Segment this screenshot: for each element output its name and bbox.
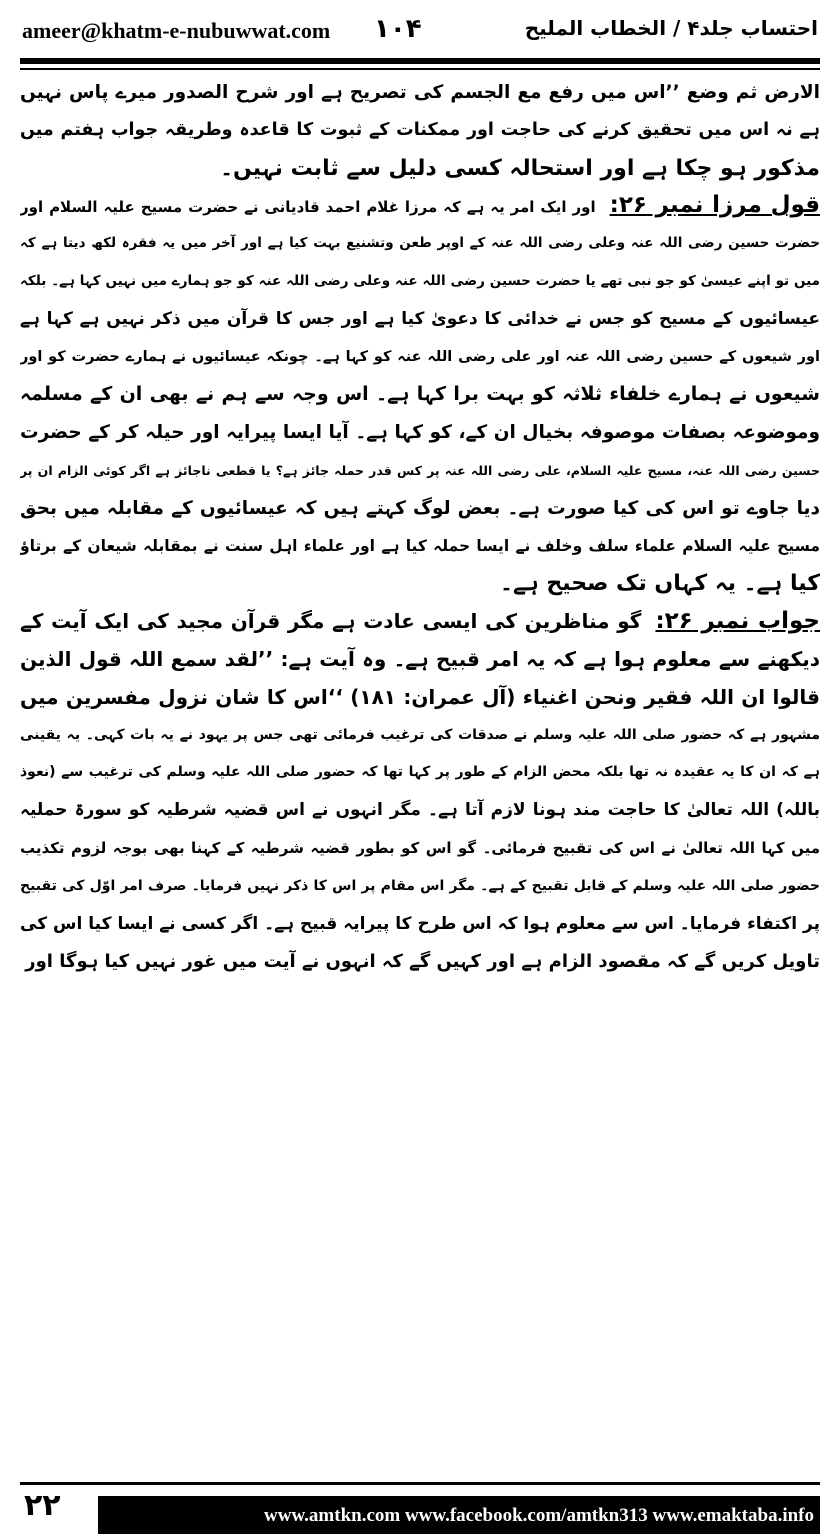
text-line (20, 414, 820, 452)
line-text: کیا ہے۔ یہ کہاں تک صحیح ہے۔ (500, 571, 820, 597)
line-text: ہے کہ ان کا یہ عقیدہ نہ تھا بلکہ محض الزام کے طور پر کہا تھا کہ حضور صلی اللہ علیہ وسلم کی ترغیب سے (نعوذ (20, 764, 820, 781)
section-label: جواب نمبر ۲۶: (655, 608, 820, 635)
page-header (22, 14, 818, 48)
text-line (20, 263, 820, 301)
text-line (20, 528, 820, 566)
header-rule-thin (20, 68, 820, 70)
line-text: دیا جاوے تو اس کی کیا صورت ہے۔ بعض لوگ کہتے ہیں کہ عیسائیوں کے مقابلہ میں بحق (20, 497, 820, 519)
line-text: عیسائیوں کے مسیح کو جس نے خدائی کا دعویٰ کیا ہے اور جس کا قرآن میں ذکر نہیں ہے کہا ہے (20, 308, 820, 329)
text-line (20, 679, 820, 717)
text-line (20, 74, 820, 112)
text-line (20, 376, 820, 414)
text-line (20, 565, 820, 603)
line-text: تاویل کریں گے کہ مقصود الزام ہے اور کہیں گے کہ انہوں نے آیت میں غور نہیں کیا ہوگا اور (25, 951, 820, 973)
text-line (20, 906, 820, 944)
text-line (20, 225, 820, 263)
line-text: اور شیعوں کے حسین رضی اللہ عنہ اور علی رضی اللہ عنہ کو کہا ہے۔ چونکہ عیسائیوں نے ہمارے حضرت کو اور (20, 348, 820, 365)
line-text: الارض ثم وضع ’’اس میں رفع مع الجسم کی تصریح ہے اور شرح الصدور میرے پاس نہیں (20, 82, 820, 103)
line-text: حضور صلی اللہ علیہ وسلم کے قابل تقبیح کے ہے۔ مگر اس مقام پر اس کا ذکر نہیں فرمایا۔ صرف امر اوّل کی تقبیح (20, 877, 820, 894)
footer-rule (20, 1482, 820, 1485)
footer-links[interactable]: www.amtkn.com www.facebook.com/amtkn313 www.emaktaba.info (264, 1505, 814, 1526)
line-text: میں کہا اللہ تعالیٰ نے اس کی تقبیح فرمائی۔ گو اس کو بطور قضیہ شرطیہ کے کہنا بھی بوجہ لزوم تکذیب (20, 838, 820, 857)
text-line (20, 490, 820, 528)
line-text: وموضوعہ بصفات موصوفہ بخیال ان کے، کو کہا ہے۔ آیا ایسا پیرایہ اور حیلہ کر کے حضرت (20, 422, 820, 444)
text-line (20, 830, 820, 868)
header-rule-thick (20, 58, 820, 64)
line-text: میں تو اپنے عیسیٰ کو جو نبی تھے یا حضرت حسین رضی اللہ عنہ وعلی رضی اللہ عنہ کو جو ہمارے میں نہیں کہا ہے۔ بلکہ (20, 272, 820, 289)
header-email[interactable]: ameer@khatm-e-nubuwwat.com (22, 18, 331, 43)
text-line (20, 339, 820, 377)
text-line (20, 792, 820, 830)
text-line (20, 452, 820, 490)
line-text: پر اکتفاء فرمایا۔ اس سے معلوم ہوا کہ اس طرح کا پیرایہ قبیح ہے۔ اگر کسی نے ایسا کیا اس کی (20, 913, 820, 934)
page-body-text (20, 74, 820, 1472)
header-book-title: احتساب جلد۴ / الخطاب المليح (524, 16, 818, 40)
header-page-number: ۱۰۴ (374, 14, 422, 44)
line-text: دیکھنے سے معلوم ہوا ہے کہ یہ امر قبیح ہے۔ وہ آیت ہے: ’’لقد سمع اللہ قول الذین (20, 646, 820, 671)
line-text: گو مناظرین کی ایسی عادت ہے مگر قرآن مجید کی ایک آیت کے (20, 609, 642, 634)
line-text: ہے نہ اس میں تحقیق کرنے کی حاجت اور ممکنات کے ثبوت کا قاعدہ وطریقہ جواب ہفتم میں (20, 119, 820, 140)
line-text: قالوا ان اللہ فقیر ونحن اغنیاء (آل عمران: ۱۸۱) ‘‘اس کا شان نزول مفسرین میں (20, 684, 820, 709)
text-line (20, 943, 820, 981)
text-line (20, 112, 820, 150)
line-text: حسین رضی اللہ عنہ، مسیح علیہ السلام، علی رضی اللہ عنہ پر کس قدر حملہ جائز ہے؟ یا قطعی ناجائز ہے اگر کوئی الزام ان پر (20, 462, 820, 478)
text-line (20, 717, 820, 755)
text-line (20, 301, 820, 339)
text-line (20, 187, 820, 225)
text-line (20, 754, 820, 792)
line-text: باللہ) اللہ تعالیٰ کا حاجت مند ہونا لازم آتا ہے۔ مگر انہوں نے اس قضیہ شرطیہ کو سورۃ حملیہ (20, 800, 820, 821)
text-line (20, 641, 820, 679)
text-line (20, 603, 820, 641)
section-label: قول مرزا نمبر ۲۶: (609, 192, 820, 219)
text-line (20, 868, 820, 906)
line-text: شیعوں نے ہمارے خلفاء ثلاثہ کو بہت برا کہا ہے۔ اس وجہ سے ہم نے بھی ان کے مسلمہ (20, 383, 820, 406)
text-line (20, 150, 820, 188)
line-text: حضرت حسین رضی اللہ عنہ وعلی رضی اللہ عنہ کے اوپر طعن وتشنیع بہت کیا ہے اور آخر میں یہ فقرہ لکھ دیتا ہے کہ (20, 235, 820, 252)
line-text: اور ایک امر یہ ہے کہ مرزا غلام احمد قادیانی نے حضرت مسیح علیہ السلام اور (20, 198, 596, 217)
footer-page-number: ۲۲ (24, 1488, 61, 1523)
line-text: مذکور ہو چکا ہے اور استحالہ کسی دلیل سے ثابت نہیں۔ (220, 155, 820, 181)
line-text: مسیح علیہ السلام علماء سلف وخلف نے ایسا حملہ کیا ہے اور علماء اہل سنت نے بمقابلہ شیعان کے برتاؤ (20, 536, 820, 555)
line-text: مشہور ہے کہ حضور صلی اللہ علیہ وسلم نے صدقات کی ترغیب فرمائی تھی جس پر یہود نے یہ بات کہی۔ یہ یقینی (20, 726, 820, 743)
